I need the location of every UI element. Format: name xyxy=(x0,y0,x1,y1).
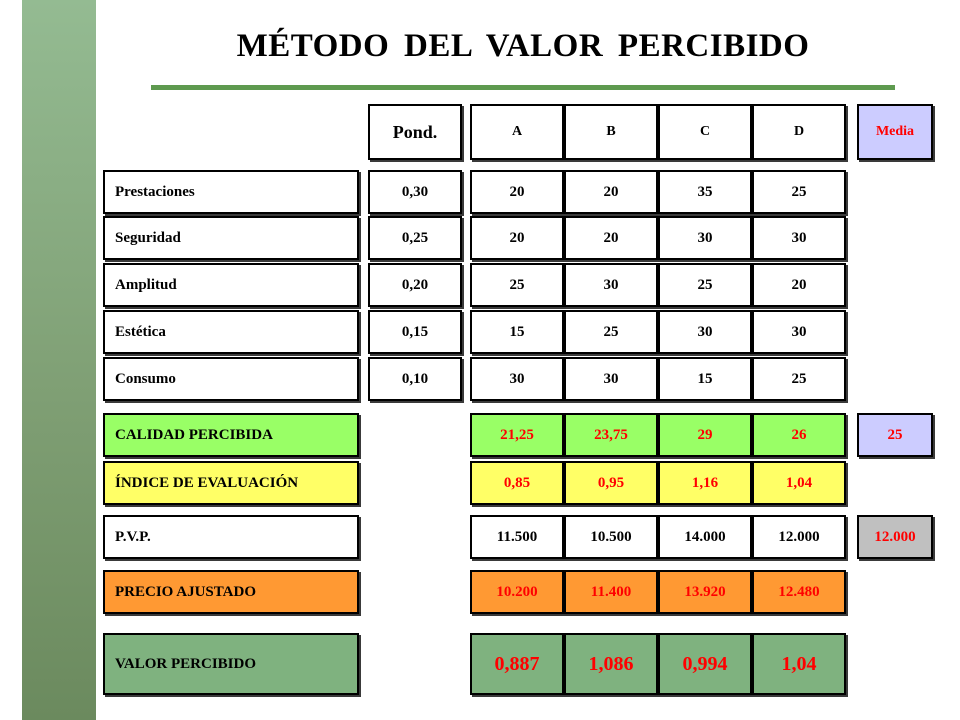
row-pond: 0,10 xyxy=(368,357,462,401)
row-value: 30 xyxy=(752,310,846,354)
indice-label: ÍNDICE DE EVALUACIÓN xyxy=(103,461,359,505)
valor-label: VALOR PERCIBIDO xyxy=(103,633,359,695)
header-col-a: A xyxy=(470,104,564,160)
row-value: 30 xyxy=(752,216,846,260)
page-title: MÉTODO DEL VALOR PERCIBIDO xyxy=(236,28,810,64)
header-pond: Pond. xyxy=(368,104,462,160)
row-value: 25 xyxy=(470,263,564,307)
row-value: 25 xyxy=(752,357,846,401)
row-value: 25 xyxy=(658,263,752,307)
valor-value: 1,086 xyxy=(564,633,658,695)
valor-value: 1,04 xyxy=(752,633,846,695)
row-value: 30 xyxy=(564,357,658,401)
row-value: 35 xyxy=(658,170,752,214)
header-col-c: C xyxy=(658,104,752,160)
valor-value: 0,994 xyxy=(658,633,752,695)
indice-value: 1,16 xyxy=(658,461,752,505)
calidad-value: 21,25 xyxy=(470,413,564,457)
precio-value: 11.400 xyxy=(564,570,658,614)
row-value: 20 xyxy=(564,216,658,260)
row-pond: 0,15 xyxy=(368,310,462,354)
header-col-d: D xyxy=(752,104,846,160)
row-label: Consumo xyxy=(103,357,359,401)
calidad-label: CALIDAD PERCIBIDA xyxy=(103,413,359,457)
row-pond: 0,30 xyxy=(368,170,462,214)
row-value: 20 xyxy=(752,263,846,307)
pvp-value: 10.500 xyxy=(564,515,658,559)
precio-label: PRECIO AJUSTADO xyxy=(103,570,359,614)
title-underline xyxy=(151,85,895,90)
row-label: Amplitud xyxy=(103,263,359,307)
pvp-label: P.V.P. xyxy=(103,515,359,559)
row-value: 15 xyxy=(470,310,564,354)
calidad-value: 29 xyxy=(658,413,752,457)
decorative-sidebar xyxy=(22,0,96,720)
row-pond: 0,25 xyxy=(368,216,462,260)
precio-value: 12.480 xyxy=(752,570,846,614)
header-col-b: B xyxy=(564,104,658,160)
row-label: Seguridad xyxy=(103,216,359,260)
row-value: 30 xyxy=(470,357,564,401)
precio-value: 13.920 xyxy=(658,570,752,614)
valor-value: 0,887 xyxy=(470,633,564,695)
row-value: 15 xyxy=(658,357,752,401)
row-value: 20 xyxy=(470,170,564,214)
calidad-media: 25 xyxy=(857,413,933,457)
row-value: 30 xyxy=(658,216,752,260)
row-value: 30 xyxy=(564,263,658,307)
pvp-value: 12.000 xyxy=(752,515,846,559)
indice-value: 0,95 xyxy=(564,461,658,505)
calidad-value: 23,75 xyxy=(564,413,658,457)
row-value: 25 xyxy=(752,170,846,214)
pvp-value: 11.500 xyxy=(470,515,564,559)
row-value: 30 xyxy=(658,310,752,354)
header-media: Media xyxy=(857,104,933,160)
pvp-value: 14.000 xyxy=(658,515,752,559)
indice-value: 0,85 xyxy=(470,461,564,505)
indice-value: 1,04 xyxy=(752,461,846,505)
precio-value: 10.200 xyxy=(470,570,564,614)
row-value: 25 xyxy=(564,310,658,354)
row-pond: 0,20 xyxy=(368,263,462,307)
row-label: Estética xyxy=(103,310,359,354)
row-value: 20 xyxy=(564,170,658,214)
row-label: Prestaciones xyxy=(103,170,359,214)
row-value: 20 xyxy=(470,216,564,260)
pvp-media: 12.000 xyxy=(857,515,933,559)
calidad-value: 26 xyxy=(752,413,846,457)
